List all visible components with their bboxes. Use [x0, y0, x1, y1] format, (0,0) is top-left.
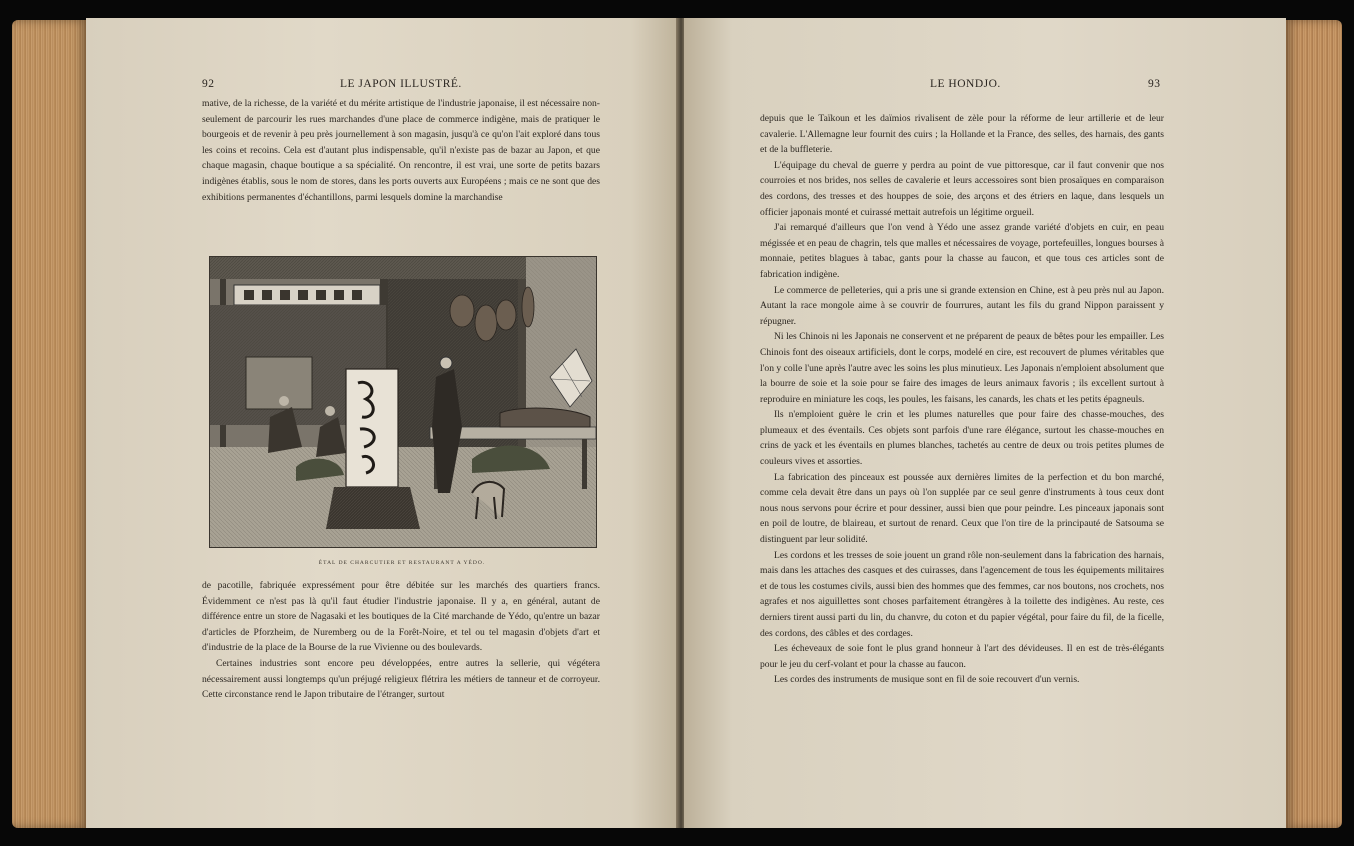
- page-edges-right: [1284, 20, 1342, 828]
- paragraph: Les cordes des instruments de musique sont en fil de soie recouvert d'un vernis.: [774, 674, 1080, 686]
- paragraph: L'équipage du cheval de guerre y perdra au point de vue pittoresque, car il faut convenir que nos courroies et nos brides, nos selles de cavalerie et leurs accessoires sont bien prosaïques en comparaison des cordons, des tresses et des houppes de soie, des arçons et des étriers en laque, dans lesquels un officier japonais monté et cuirassé mettait autrefois un légitime orgueil.: [760, 159, 1164, 218]
- paragraph: Ni les Chinois ni les Japonais ne conservent et ne préparent de peaux de bêtes pour les empailler. Les Chinois font des oiseaux artificiels, dont le corps, modelé en cire, est recouvert de plumes véritables que l'on y colle l'une après l'autre avec les soins les plus minutieux. Les Japonais n'emploient absolument que la bourre de soie et la soie pour se faire des images de leurs animaux favoris ; ils excellent surtout à reproduire en miniature les coqs, les poules, les faisans, les canards, les chats et les petits épagneuls.: [760, 331, 1164, 405]
- left-running-head: LE JAPON ILLUSTRÉ.: [340, 78, 462, 90]
- paragraph: Les cordons et les tresses de soie jouent un grand rôle non-seulement dans la fabrication des harnais, mais dans les attaches des casques et des cuirasses, dans l'agencement de tous les équipements militaires et de tous les costumes civils, aussi bien des hommes que des femmes, car nos boutons, nos crochets, nos agrafes et nos aiguillettes sont choses parfaitement étrangères à la toilette des indigènes. Au reste, ces derniers tirent aussi parti du lin, du chanvre, du coton et du papier végétal, pour faire du fil, de la ficelle, des cordons, des câbles et des cordages.: [760, 549, 1164, 639]
- paragraph: Certaines industries sont encore peu développées, entre autres la sellerie, qui végétera nécessairement aussi longtemps qu'un préjugé religieux flétrira les métiers de tanneur et de corroyeur. Cette circonstance rend le Japon tributaire de l'étranger, surtout: [202, 657, 600, 701]
- illustration-caption: ÉTAL DE CHARCUTIER ET RESTAURANT A YÉDO.: [318, 560, 486, 566]
- engraving-illustration: [209, 256, 597, 548]
- right-page-number: 93: [1148, 78, 1161, 90]
- page-edges-left: [12, 20, 88, 828]
- paragraph: de pacotille, fabriquée expressément pour être débitée sur les marchés des quartiers francs. Évidemment ce n'est pas là qu'il faut étudier l'industrie japonaise. Il y a, en général, autant de différence entre un store de Nagasaki et les boutiques de la Cité marchande de Yédo, qu'entre un bazar d'articles de Pforzheim, de Nuremberg ou de la Forêt-Noire, et tel ou tel magasin d'objets d'art et d'industrie de la place de la Bourse de la rue Vivienne ou des boulevards.: [202, 580, 600, 654]
- paragraph: mative, de la richesse, de la variété et du mérite artistique de l'industrie japonaise, il est nécessaire non-seulement de parcourir les rues marchandes d'une place de commerce indigène, mais de pratiquer le bourgeois et de revenir à peu près journellement à son magasin, jusqu'à ce qu'on l'ait exploré dans tous les coins et recoins. Cela est d'autant plus indispensable, qu'il n'existe pas de bazar au Japon, et que chaque magasin, chaque boutique a sa spécialité. On rencontre, il est vrai, une sorte de petits bazars indigènes établis, sous le nom de stores, dans les ports ouverts aux Européens ; mais ce ne sont que des exhibitions permanentes d'échantillons, parmi lesquels domine la marchandise: [202, 98, 600, 203]
- right-text: [760, 111, 1164, 721]
- paragraph: Les écheveaux de soie font le plus grand honneur à l'art des dévideuses. Il en est de très-élégants pour le jeu du cerf-volant et pour la chasse au faucon.: [760, 643, 1164, 670]
- butcher-stall-engraving: [210, 257, 596, 547]
- right-running-head: LE HONDJO.: [930, 78, 1001, 90]
- left-page-number: 92: [202, 78, 215, 90]
- paragraph: Ils n'emploient guère le crin et les plumes naturelles que pour faire des chasse-mouches, des plumeaux et des éventails. Ces objets sont parfois d'une rare élégance, surtout les chasse-mouches en crins de yack et les éventails en plumes blanches, tachetés au centre de deux ou trois petites plumes de couleurs vives et assorties.: [760, 409, 1164, 468]
- paragraph: J'ai remarqué d'ailleurs que l'on vend à Yédo une assez grande variété d'objets en cuir, en peau mégissée et en peau de chagrin, tels que malles et nécessaires de voyage, portefeuilles, longues bourses à monnaie, petites blagues à tabac, gants pour la chasse au faucon, et que tous ces articles sont de fabrication indigène.: [760, 222, 1164, 280]
- paragraph: Le commerce de pelleteries, qui a pris une si grande extension en Chine, est à peu près nul au Japon. Autant la race mongole aime à se couvrir de fourrures, autant les fils du grand Nippon paraissent y répugner.: [760, 284, 1164, 327]
- paragraph: La fabrication des pinceaux est poussée aux dernières limites de la perfection et du bon marché, comme cela devait être dans un pays où l'on supplée par ce seul genre d'instruments à tous ceux dont nous nous servons pour écrire et pour dessiner, aussi bien que pour peindre. Les pinceaux japonais sont en poil de loutre, de blaireau, et surtout de renard. Ceux que l'on tire de la principauté de Satsouma se distinguent par leur solidité.: [760, 471, 1164, 546]
- paragraph: depuis que le Taïkoun et les daïmios rivalisent de zèle pour la réforme de leur artillerie et de leur cavalerie. L'Allemagne leur fournit des cuirs ; la Hollande et la France, des selles, des harnais, des gants et de la buffleterie.: [760, 113, 1164, 156]
- left-text-top: [202, 96, 600, 252]
- left-text-bottom: [202, 578, 600, 738]
